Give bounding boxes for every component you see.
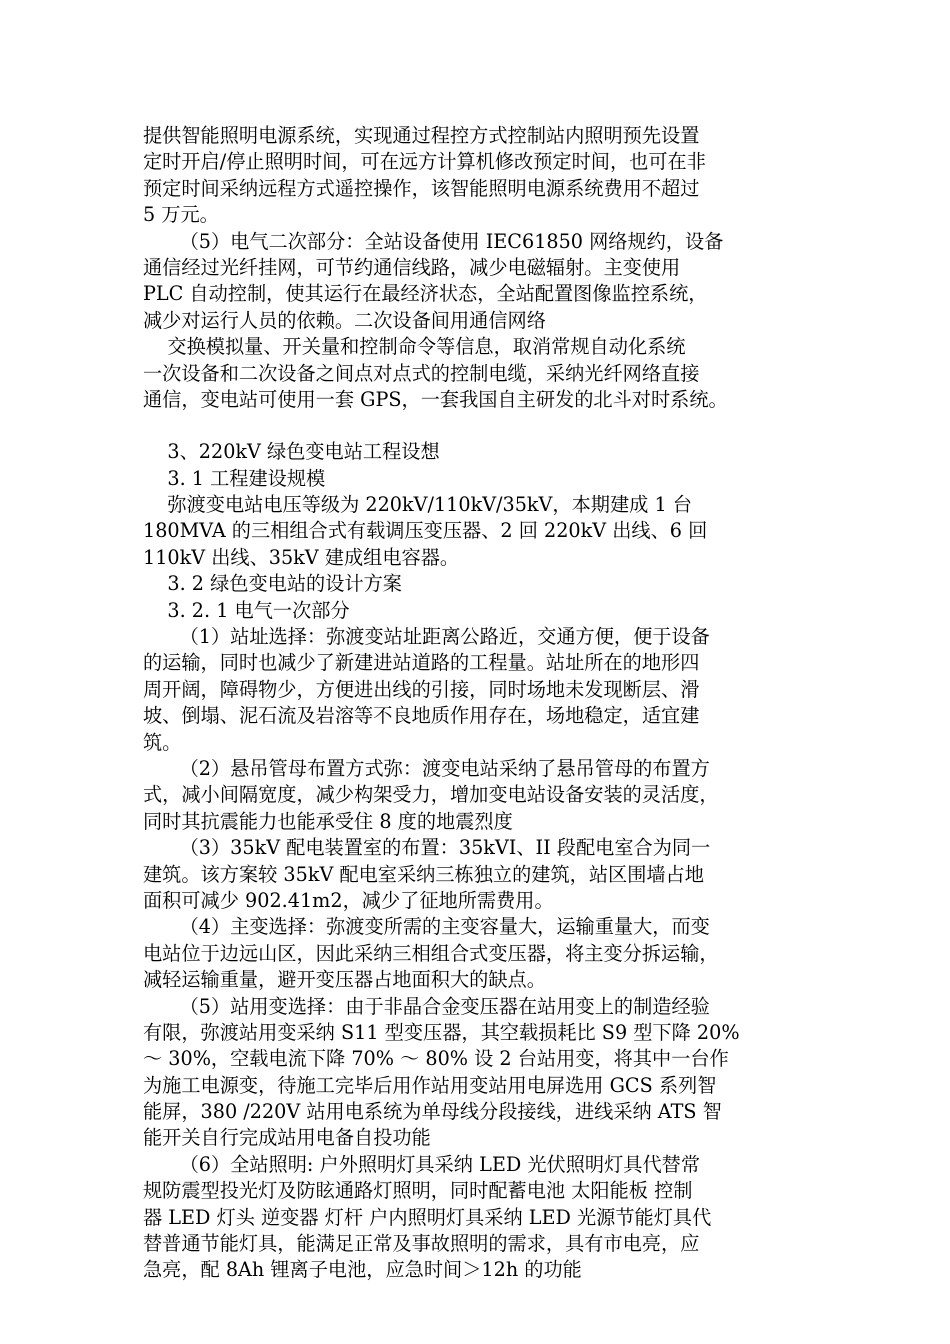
text-line: 能开关自行完成站用电备自投功能 bbox=[143, 1126, 431, 1150]
text-line: 面积可减少 902.41m2，减少了征地所需费用。 bbox=[143, 888, 554, 912]
text-line: 电站位于边远山区，因此采纳三相组合式变压器，将主变分拆运输， bbox=[143, 941, 719, 965]
text-line: 减少对运行人员的依赖。二次设备间用通信网络 bbox=[143, 308, 546, 332]
text-line: 减轻运输重量，避开变压器占地面积大的缺点。 bbox=[143, 968, 546, 992]
text-line: 有限，弥渡站用变采纳 S11 型变压器，其空载损耗比 S9 型下降 20% bbox=[143, 1020, 740, 1044]
text-line: 3、220kV 绿色变电站工程设想 bbox=[143, 440, 440, 464]
text-line: ～ 30%，空载电流下降 70% ～ 80% 设 2 台站用变，将其中一台作 bbox=[143, 1047, 729, 1071]
text-line: 110kV 出线、35kV 建成组电容器。 bbox=[143, 545, 460, 569]
text-line: 式，减小间隔宽度，减少构架受力，增加变电站设备安装的灵活度， bbox=[143, 783, 719, 807]
text-line: 5 万元。 bbox=[143, 203, 219, 227]
section-electrical-secondary bbox=[143, 123, 813, 413]
text-line: 交换模拟量、开关量和控制命令等信息，取消常规自动化系统 bbox=[143, 335, 686, 359]
text-line: 预定时间采纳远程方式遥控操作，该智能照明电源系统费用不超过 bbox=[143, 176, 700, 200]
text-line: （5）电气二次部分：全站设备使用 IEC61850 网络规约，设备 bbox=[143, 229, 724, 253]
text-line: 3. 2 绿色变电站的设计方案 bbox=[143, 572, 402, 596]
text-line: 通信经过光纤挂网，可节约通信线路，减少电磁辐射。主变使用 bbox=[143, 255, 681, 279]
text-line: 能屏，380 /220V 站用电系统为单母线分段接线，进线采纳 ATS 智 bbox=[143, 1100, 722, 1124]
text-line: 的运输，同时也减少了新建进站道路的工程量。站址所在的地形四 bbox=[143, 651, 700, 675]
text-line: 周开阔，障碍物少，方便进出线的引接，同时场地未发现断层、滑 bbox=[143, 677, 700, 701]
text-line: 180MVA 的三相组合式有载调压变压器、2 回 220kV 出线、6 回 bbox=[143, 519, 708, 543]
text-line: （4）主变选择：弥渡变所需的主变容量大，运输重量大，而变 bbox=[143, 915, 710, 939]
text-line: 提供智能照明电源系统，实现通过程控方式控制站内照明预先设置 bbox=[143, 124, 700, 147]
text-line: 同时其抗震能力也能承受住 8 度的地震烈度 bbox=[143, 809, 513, 833]
text-line: 建筑。该方案较 35kV 配电室采纳三栋独立的建筑，站区围墙占地 bbox=[143, 862, 704, 886]
text-line: 坡、倒塌、泥石流及岩溶等不良地质作用存在，场地稳定，适宜建 bbox=[143, 704, 700, 728]
text-line: （3）35kV 配电装置室的布置：35kVI、II 段配电室合为同一 bbox=[143, 836, 711, 860]
text-line: 弥渡变电站电压等级为 220kV/110kV/35kV，本期建成 1 台 bbox=[143, 493, 692, 517]
text-line: （2）悬吊管母布置方式弥：渡变电站采纳了悬吊管母的布置方 bbox=[143, 756, 710, 780]
text-line: 定时开启/停止照明时间，可在远方计算机修改预定时间，也可在非 bbox=[143, 150, 706, 174]
text-line: （6）全站照明: 户外照明灯具采纳 LED 光伏照明灯具代替常 bbox=[143, 1152, 701, 1176]
text-line: （5）站用变选择：由于非晶合金变压器在站用变上的制造经验 bbox=[143, 994, 710, 1018]
text-line: 3. 1 工程建设规模 bbox=[143, 466, 326, 490]
text-line: 筑。 bbox=[143, 730, 182, 754]
text-line: 急亮，配 8Ah 锂离子电池，应急时间＞12h 的功能 bbox=[143, 1258, 582, 1282]
text-line: 3. 2. 1 电气一次部分 bbox=[143, 598, 350, 622]
text-line: 为施工电源变，待施工完毕后用作站用变站用电屏选用 GCS 系列智 bbox=[143, 1073, 717, 1097]
text-line: PLC 自动控制，使其运行在最经济状态，全站配置图像监控系统， bbox=[143, 282, 708, 306]
text-line: 替普通节能灯具，能满足正常及事故照明的需求，具有市电亮，应 bbox=[143, 1232, 700, 1256]
text-line: （1）站址选择：弥渡变站址距离公路近，交通方便，便于设备 bbox=[143, 625, 710, 649]
text-line: 规防震型投光灯及防眩通路灯照明，同时配蓄电池 太阳能板 控制 bbox=[143, 1179, 693, 1203]
document-body bbox=[143, 123, 813, 1284]
text-line: 器 LED 灯头 逆变器 灯杆 户内照明灯具采纳 LED 光源节能灯具代 bbox=[143, 1205, 712, 1229]
text-line: 通信，变电站可使用一套 GPS，一套我国自主研发的北斗对时系统。 bbox=[143, 387, 728, 411]
paragraph-gap bbox=[143, 413, 813, 439]
text-line: 一次设备和二次设备之间点对点式的控制电缆，采纳光纤网络直接 bbox=[143, 361, 700, 385]
section-green-substation-plan bbox=[143, 439, 813, 1284]
